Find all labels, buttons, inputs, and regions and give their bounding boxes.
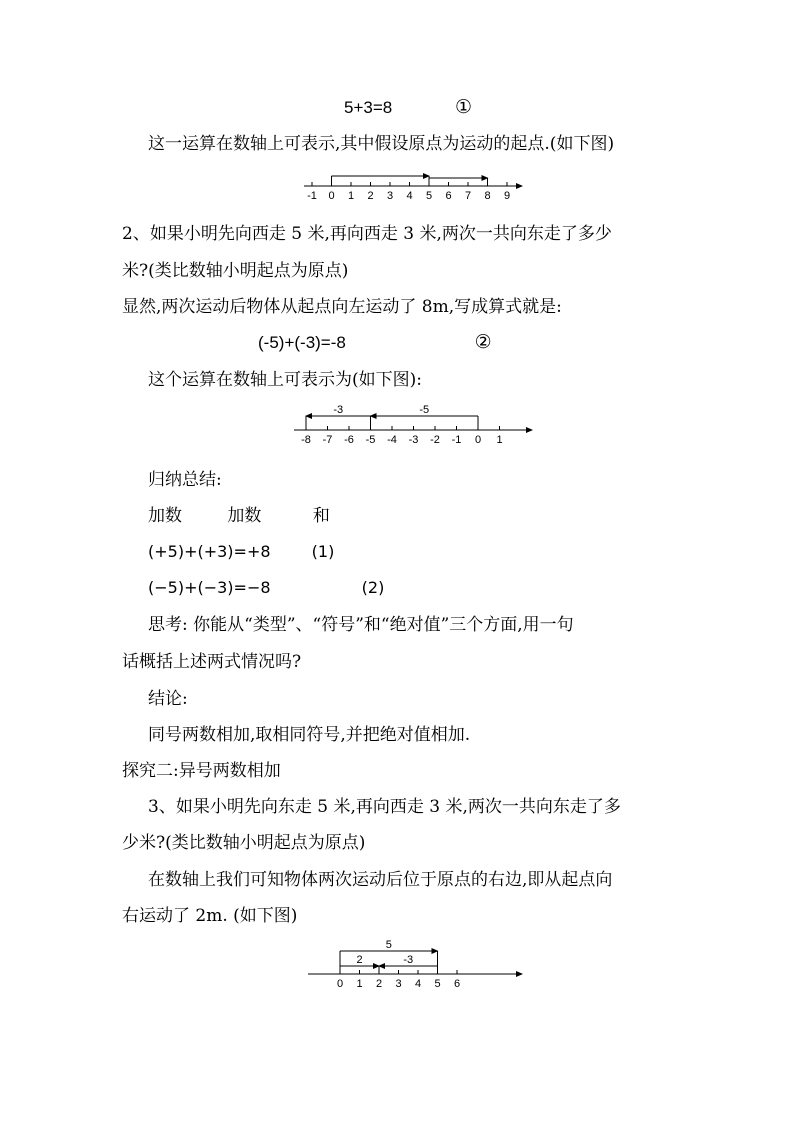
equation-2-expr: (-5)+(-3)=-8 <box>258 333 346 352</box>
paragraph-1: 这一运算在数轴上可表示,其中假设原点为运动的起点.(如下图) <box>148 134 615 154</box>
tick-label: -4 <box>387 434 397 446</box>
tick-label: -2 <box>430 434 440 446</box>
tick-label: 2 <box>375 978 383 990</box>
move-label: -3 <box>403 954 414 966</box>
tick-label: 6 <box>445 190 452 202</box>
tick-label: 4 <box>406 190 413 202</box>
tick-label: 1 <box>496 434 503 446</box>
summary-row-2-num: (2) <box>361 578 385 597</box>
paragraph-4-line-1: 在数轴上我们可知物体两次运动后位于原点的右边,即从起点向 <box>148 870 613 890</box>
tick-label: 4 <box>414 978 422 990</box>
number-line-2 <box>290 400 540 450</box>
move-label: 2 <box>356 954 363 966</box>
explore-2-heading: 探究二:异号两数相加 <box>122 761 281 781</box>
tick-label: 0 <box>336 978 344 990</box>
number-line-3 <box>304 936 530 996</box>
paragraph-4-line-2: 右运动了 2m. (如下图) <box>122 906 298 926</box>
tick-label: 7 <box>464 190 472 202</box>
tick-label: 0 <box>328 190 335 202</box>
conclusion-title: 结论: <box>148 689 188 709</box>
move-label: -3 <box>333 404 344 416</box>
summary-row-1-num: (1) <box>311 542 335 561</box>
tick-label: -8 <box>301 434 311 446</box>
summary-header <box>148 504 330 528</box>
tick-label: -6 <box>344 434 354 446</box>
think-line-2: 话概括上述两式情况吗? <box>122 652 302 672</box>
tick-label: 5 <box>434 978 441 990</box>
tick-label: 3 <box>395 978 402 990</box>
question-3-line-2: 少米?(类比数轴小明起点为原点) <box>122 833 366 853</box>
summary-row-1 <box>148 540 334 564</box>
tick-label: -7 <box>322 434 333 446</box>
equation-1 <box>344 96 472 120</box>
equation-2-mark: ② <box>474 332 492 353</box>
tick-label: 5 <box>425 190 433 202</box>
paragraph-2: 显然,两次运动后物体从起点向左运动了 8m,写成算式就是: <box>122 297 562 317</box>
tick-label: 2 <box>367 190 374 202</box>
tick-label: 1 <box>356 978 363 990</box>
summary-title: 归纳总结: <box>148 470 222 490</box>
tick-label: -3 <box>408 434 419 446</box>
equation-1-mark: ① <box>454 97 473 118</box>
header-addend-2: 加数 <box>227 506 262 526</box>
tick-label: -1 <box>451 434 462 446</box>
tick-label: 8 <box>484 190 491 202</box>
tick-label: -1 <box>307 190 317 202</box>
summary-row-2 <box>148 576 384 600</box>
header-sum: 和 <box>312 506 330 526</box>
conclusion-text: 同号两数相加,取相同符号,并把绝对值相加. <box>148 725 471 745</box>
tick-label: 1 <box>347 190 355 202</box>
tick-label: 9 <box>503 190 511 202</box>
move-label: 5 <box>385 939 392 951</box>
question-2-line-1: 2、如果小明先向西走 5 米,再向西走 3 米,两次一共向东走了多少 <box>122 224 612 244</box>
number-line-1 <box>300 164 530 206</box>
header-addend-1: 加数 <box>148 506 182 526</box>
think-line-1: 思考: 你能从“类型”、“符号”和“绝对值”三个方面,用一句 <box>148 615 574 635</box>
summary-row-2-expr: (−5)+(−3)=−8 <box>148 578 271 597</box>
question-2-line-2: 米?(类比数轴小明起点为原点) <box>122 261 349 281</box>
question-3-line-1: 3、如果小明先向东走 5 米,再向西走 3 米,两次一共向东走了多 <box>148 797 621 817</box>
tick-label: 0 <box>474 434 482 446</box>
equation-2 <box>258 331 492 355</box>
tick-label: 3 <box>386 190 394 202</box>
move-label: -5 <box>419 404 430 416</box>
tick-label: 6 <box>453 978 461 990</box>
summary-row-1-expr: (+5)+(+3)=+8 <box>148 542 271 561</box>
tick-label: -5 <box>365 434 376 446</box>
equation-1-expr: 5+3=8 <box>344 98 393 117</box>
paragraph-3: 这个运算在数轴上可表示为(如下图): <box>148 370 422 390</box>
